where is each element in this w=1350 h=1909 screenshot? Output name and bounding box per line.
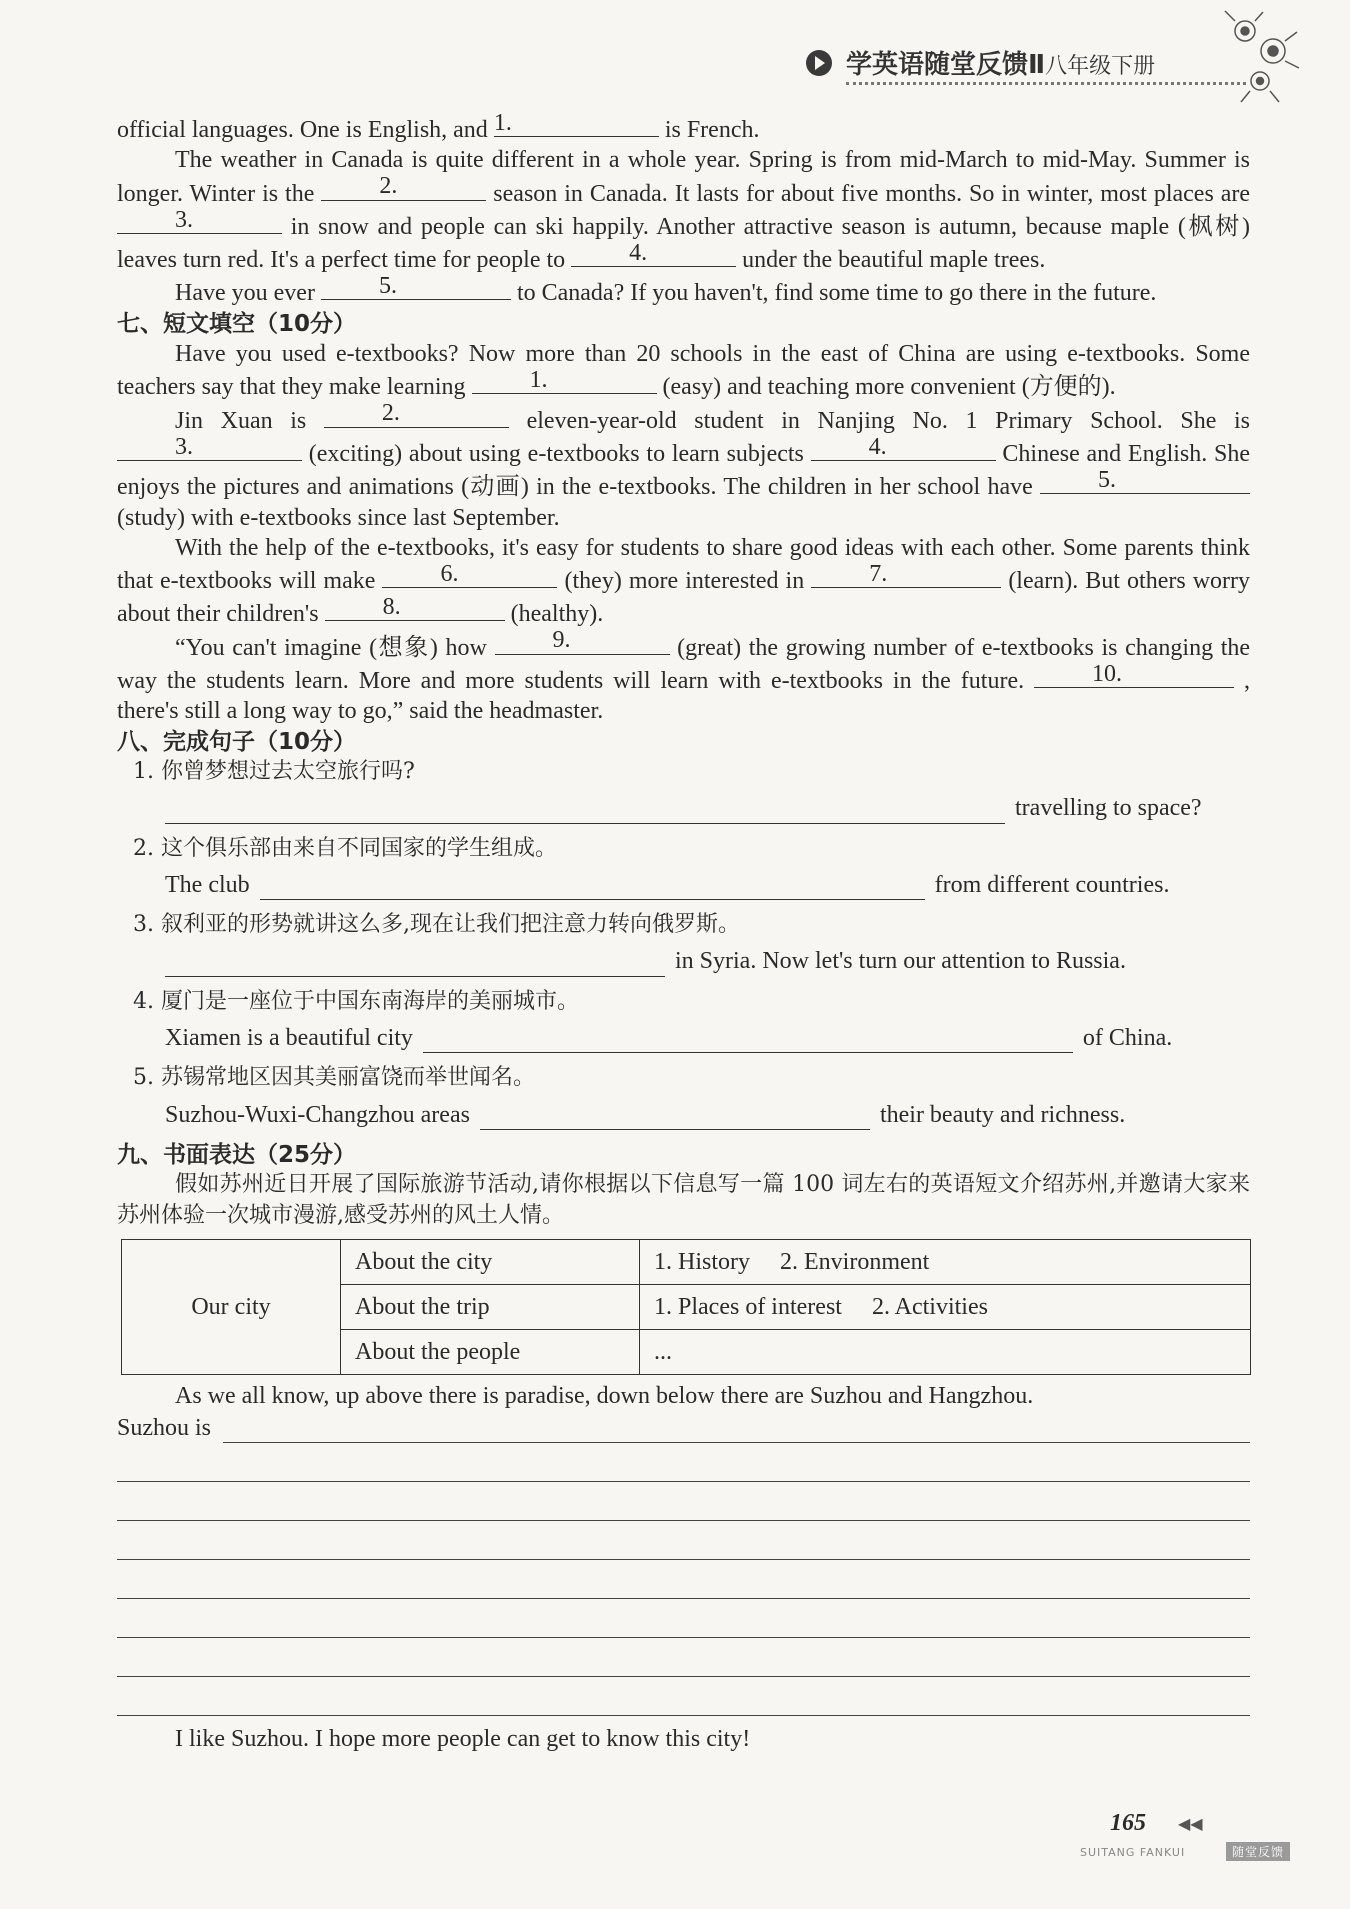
- blank-2[interactable]: 2.: [321, 176, 486, 201]
- page-number: 165: [1110, 1810, 1146, 1836]
- blank-7-3[interactable]: 3.: [117, 436, 302, 461]
- table-topic: About the people: [341, 1329, 640, 1374]
- blank-7-8[interactable]: 8.: [325, 596, 505, 621]
- blank-4[interactable]: 4.: [571, 242, 736, 267]
- blank-5[interactable]: 5.: [321, 275, 511, 300]
- page-header: [790, 40, 1260, 90]
- sentence-item-3: 3. 叙利亚的形势就讲这么多,现在让我们把注意力转向俄罗斯。 in Syria. Now let's turn our attention to Russia.: [117, 910, 1250, 977]
- writing-line[interactable]: [117, 1443, 1250, 1482]
- answer-blank-5[interactable]: [480, 1105, 870, 1130]
- writing-line[interactable]: [117, 1521, 1250, 1560]
- writing-prompt: 假如苏州近日开展了国际旅游节活动,请你根据以下信息写一篇 100 词左右的英语短文介绍苏州,并邀请大家来苏州体验一次城市漫游,感受苏州的风土人情。: [117, 1172, 1250, 1228]
- sentence-item-2: 2. 这个俱乐部由来自不同国家的学生组成。 The club from different countries.: [117, 834, 1250, 901]
- writing-line[interactable]: [117, 1560, 1250, 1599]
- info-table: [121, 1239, 1251, 1375]
- section7-paragraph-1: Have you used e-textbooks? Now more than 20 schools in the east of China are using e-textbooks. Some teachers say that they make learning 1. (easy) and teaching more convenient (方便的).: [117, 341, 1250, 401]
- writing-line[interactable]: [117, 1599, 1250, 1638]
- blank-7-1[interactable]: 1.: [472, 369, 657, 394]
- blank-3[interactable]: 3.: [117, 209, 282, 234]
- section-9-title: 九、书面表达（25分）: [117, 1141, 357, 1168]
- writing-line[interactable]: [117, 1482, 1250, 1521]
- play-icon: [806, 50, 832, 76]
- blank-7-2[interactable]: 2.: [324, 403, 509, 428]
- passage6-paragraph-3: Have you ever 5. to Canada? If you haven't, find some time to go there in the future.: [175, 273, 1157, 307]
- writing-line[interactable]: [117, 1677, 1250, 1716]
- sentence-item-1: 1. 你曾梦想过去太空旅行吗? travelling to space?: [117, 757, 1250, 824]
- section-7-title: 七、短文填空（10分）: [117, 310, 357, 337]
- header-dotted-rule: [846, 82, 1246, 85]
- answer-blank-3[interactable]: [165, 952, 665, 977]
- table-topic: About the trip: [341, 1284, 640, 1329]
- blank-7-10[interactable]: 10.: [1034, 663, 1234, 688]
- answer-blank-2[interactable]: [260, 875, 925, 900]
- section7-paragraph-3: With the help of the e-textbooks, it's easy for students to share good ideas with each other. Some parents think that e-textbooks will make 6. (they) more interested in 7. (learn). But others worry about their children's 8. (healthy).: [117, 534, 1251, 628]
- section-8-title: 八、完成句子（10分）: [117, 728, 357, 755]
- writing-line[interactable]: [117, 1638, 1250, 1677]
- blank-7-9[interactable]: 9.: [495, 630, 670, 655]
- flower-decoration-icon: [1215, 6, 1315, 106]
- book-title: 学英语随堂反馈Ⅱ八年级下册: [846, 50, 1156, 80]
- book-subtitle: 八年级下册: [1045, 54, 1156, 79]
- table-label-our-city: Our city: [122, 1239, 341, 1374]
- answer-blank-1[interactable]: [165, 799, 1005, 824]
- blank-7-5[interactable]: 5.: [1040, 469, 1250, 494]
- blank-7-7[interactable]: 7.: [811, 563, 1001, 588]
- sentence-item-5: 5. 苏锡常地区因其美丽富饶而举世闻名。 Suzhou-Wuxi-Changzhou areas their beauty and richness.: [117, 1063, 1250, 1130]
- double-arrow-icon: ◀◀: [1178, 1816, 1203, 1833]
- table-detail: 1. Places of interest 2. Activities: [640, 1284, 1251, 1329]
- worksheet-content: [117, 109, 1251, 1755]
- passage6-paragraph-2: The weather in Canada is quite different in a whole year. Spring is from mid-March to mid-May. Summer is longer. Winter is the 2. season in Canada. It lasts for about five months. So in winter, most places are 3. in snow and people can ski happily. Another attractive season is autumn, because maple (枫树) leaves turn red. It's a perfect time for people to 4. under the beautiful maple trees.: [117, 147, 1251, 274]
- passage6-paragraph-1: official languages. One is English, and 1. is French.: [117, 109, 760, 143]
- page-footer: [1080, 1810, 1300, 1870]
- table-topic: About the city: [341, 1239, 640, 1284]
- writing-start: Suzhou is: [117, 1415, 212, 1442]
- writing-closing: I like Suzhou. I hope more people can get to know this city!: [175, 1726, 751, 1753]
- footer-badge: 随堂反馈: [1226, 1842, 1290, 1861]
- table-detail: ...: [640, 1329, 1251, 1374]
- footer-brand: SUITANG FANKUI: [1080, 1846, 1186, 1859]
- answer-blank-4[interactable]: [423, 1028, 1073, 1053]
- blank-7-6[interactable]: 6.: [382, 563, 557, 588]
- sentence-item-4: 4. 厦门是一座位于中国东南海岸的美丽城市。 Xiamen is a beautiful city of China.: [117, 987, 1250, 1054]
- section7-paragraph-2: Jin Xuan is 2. eleven-year-old student in Nanjing No. 1 Primary School. She is 3. (exciting) about using e-textbooks to learn subjects 4. Chinese and English. She enjoys the pictures and animations (动画) in the e-textbooks. The children in her school have 5. (study) with e-textbooks since last September.: [117, 400, 1251, 531]
- blank-7-4[interactable]: 4.: [811, 436, 996, 461]
- blank-1[interactable]: 1.: [494, 112, 659, 137]
- section7-paragraph-4: “You can't imagine (想象) how 9. (great) the growing number of e-textbooks is changing the way the students learn. More and more students will learn with e-textbooks in the future. 10. , there's still a long way to go,” said the headmaster.: [117, 627, 1251, 725]
- footer-strip: [1080, 1846, 1290, 1864]
- writing-opening: As we all know, up above there is paradise, down below there are Suzhou and Hangzhou.: [175, 1382, 1034, 1409]
- table-detail: 1. History 2. Environment: [640, 1239, 1251, 1284]
- writing-line[interactable]: [223, 1418, 1250, 1443]
